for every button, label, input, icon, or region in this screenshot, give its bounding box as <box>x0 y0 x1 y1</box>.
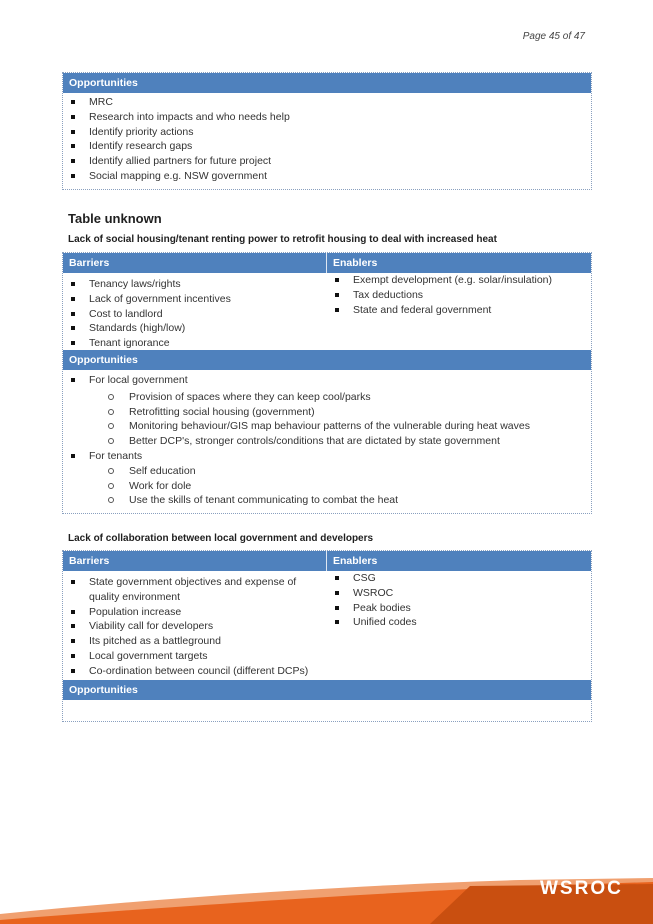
list-item: Its pitched as a battleground <box>63 634 313 649</box>
list-item: Identify research gaps <box>63 139 591 154</box>
list-item: Peak bodies <box>327 601 591 616</box>
opportunities-list <box>63 449 591 464</box>
list-item: Tenant ignorance <box>63 336 327 350</box>
list-item: Better DCP's, stronger controls/conditions that are dictated by state government <box>63 434 591 449</box>
list-item: Viability call for developers <box>63 619 313 634</box>
list-item: Standards (high/low) <box>63 321 327 336</box>
opportunities-header: Opportunities <box>63 350 591 370</box>
table-header-row <box>63 253 591 273</box>
list-item: Work for dole <box>63 479 591 494</box>
list-item: Tax deductions <box>327 288 591 303</box>
enablers-header: Enablers <box>327 551 591 571</box>
table-unknown-title: Table unknown <box>68 211 162 226</box>
table-body-row <box>63 273 591 350</box>
list-item: CSG <box>327 571 591 586</box>
barriers-enablers-table-2 <box>62 252 592 514</box>
list-item: Lack of government incentives <box>63 292 327 307</box>
opportunities-table-1 <box>62 72 592 190</box>
list-item: Provision of spaces where they can keep cool/parks <box>63 390 591 405</box>
opportunities-list <box>63 370 591 390</box>
barriers-header: Barriers <box>63 253 327 273</box>
list-item: State government objectives and expense of quality environment <box>63 575 313 605</box>
list-item: Population increase <box>63 605 313 620</box>
list-item: Co-ordination between council (different DCPs) <box>63 664 313 679</box>
list-item: Cost to landlord <box>63 307 327 322</box>
list-item: Use the skills of tenant communicating to combat the heat <box>63 493 591 508</box>
list-item: Identify priority actions <box>63 125 591 140</box>
barriers-column <box>63 571 327 680</box>
table3-title: Lack of collaboration between local government and developers <box>68 533 374 544</box>
opportunity-group-label: For local government <box>89 374 188 386</box>
opportunity-sublist <box>63 390 591 449</box>
list-item: Monitoring behaviour/GIS map behaviour patterns of the vulnerable during heat waves <box>63 419 591 434</box>
list-item: MRC <box>63 95 591 110</box>
list-item: Self education <box>63 464 591 479</box>
list-item: Research into impacts and who needs help <box>63 110 591 125</box>
barriers-enablers-table-3 <box>62 550 592 722</box>
list-item: State and federal government <box>327 303 591 318</box>
opportunity-sublist <box>63 464 591 508</box>
wsroc-logo: WSROC <box>540 878 623 899</box>
barriers-header: Barriers <box>63 551 327 571</box>
table-header-row <box>63 551 591 571</box>
page-number: Page 45 of 47 <box>522 31 585 42</box>
list-item <box>63 449 591 464</box>
opportunities-header: Opportunities <box>63 680 591 700</box>
list-item: Identify allied partners for future project <box>63 154 591 169</box>
opportunities-list <box>63 93 591 186</box>
enablers-column <box>327 273 591 350</box>
list-item <box>63 373 591 388</box>
barriers-column <box>63 273 327 350</box>
table-body-row <box>63 571 591 680</box>
list-item: Retrofitting social housing (government) <box>63 405 591 420</box>
list-item: Local government targets <box>63 649 313 664</box>
list-item: Tenancy laws/rights <box>63 277 327 292</box>
list-item: Unified codes <box>327 615 591 630</box>
list-item: Exempt development (e.g. solar/insulation) <box>327 273 591 288</box>
list-item: Social mapping e.g. NSW government <box>63 169 591 184</box>
opportunity-group-label: For tenants <box>89 449 143 462</box>
table2-title: Lack of social housing/tenant renting power to retrofit housing to deal with increased heat <box>68 234 497 245</box>
opportunities-header: Opportunities <box>63 73 591 93</box>
list-item: WSROC <box>327 586 591 601</box>
enablers-column <box>327 571 591 680</box>
enablers-header: Enablers <box>327 253 591 273</box>
